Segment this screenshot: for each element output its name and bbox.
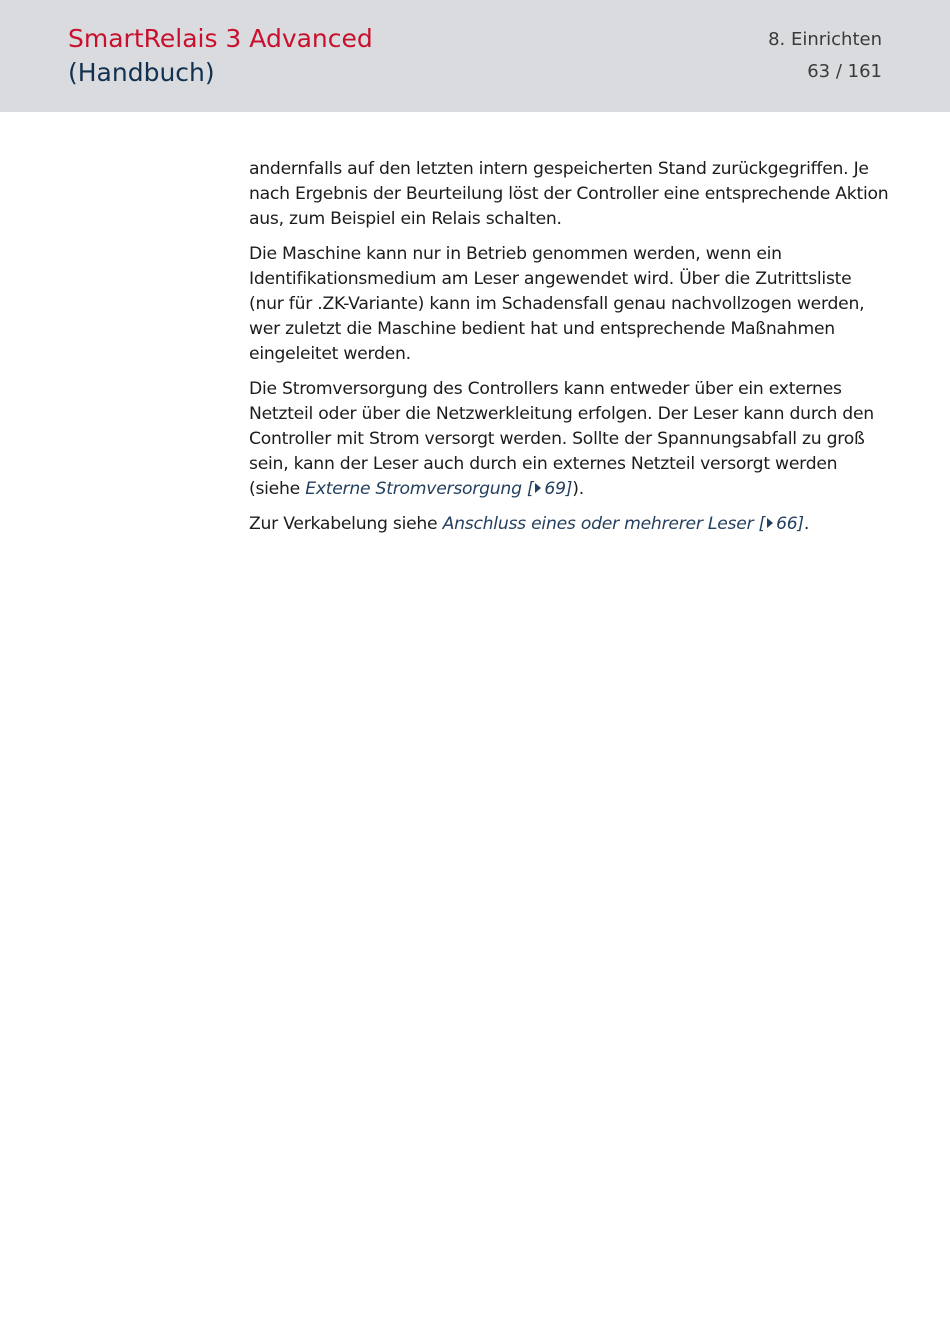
page-arrow-icon — [535, 483, 541, 493]
link-page: 66] — [776, 513, 804, 534]
document-title: SmartRelais 3 Advanced — [68, 24, 373, 53]
paragraph-3 — [249, 377, 889, 503]
page-number: 63 / 161 — [807, 61, 882, 82]
page-header — [0, 0, 950, 112]
paragraph-1: andernfalls auf den letzten intern gespeicherten Stand zurückgegriffen. Je nach Ergebnis der Beurteilung löst der Controller eine entsprechende Aktion aus, zum Beispiel ein Relais schalten. — [249, 159, 889, 230]
document-subtitle: (Handbuch) — [68, 58, 215, 87]
link-label: Anschluss eines oder mehrerer Leser [ — [442, 513, 766, 534]
page-arrow-icon — [767, 518, 773, 528]
link-anschluss-leser[interactable] — [443, 514, 804, 534]
page-content — [249, 157, 889, 546]
link-label: Externe Stromversorgung [ — [305, 479, 534, 500]
link-externe-stromversorgung[interactable] — [305, 479, 572, 499]
paragraph-3-end: ). — [572, 479, 584, 500]
paragraph-4-text: Zur Verkabelung siehe — [249, 513, 443, 534]
paragraph-3-text: Die Stromversorgung des Controllers kann entweder über ein externes Netzteil oder über die Netzwerkleitung erfolgen. Der Leser kann durch den Controller mit Strom versorgt werden. Sollte der Spannungsabfall zu groß sein, kann der Leser auch durch ein externes Netzteil versorgt werden (siehe — [249, 378, 874, 500]
paragraph-2: Die Maschine kann nur in Betrieb genommen werden, wenn ein Identifikationsmedium am Leser angewendet wird. Über die Zutrittsliste (nur für .ZK-Variante) kann im Schadensfall genau nachvollzogen werden, wer zuletzt die Maschine bedient hat und entsprechende Maßnahmen eingeleitet werden. — [249, 243, 865, 365]
paragraph-4 — [249, 512, 889, 537]
link-page: 69] — [544, 479, 573, 500]
chapter-label: 8. Einrichten — [768, 29, 882, 50]
paragraph-4-end: . — [803, 513, 810, 534]
